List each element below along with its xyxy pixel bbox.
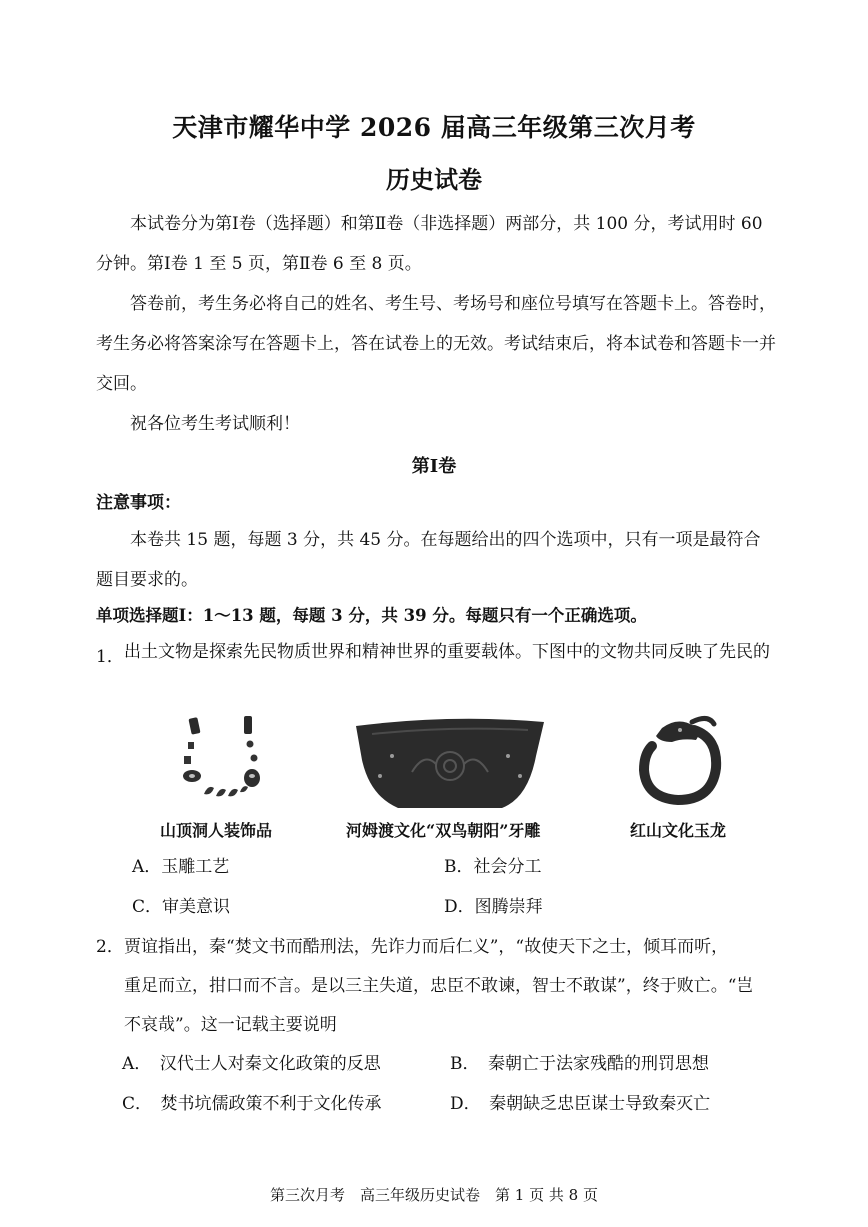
notice-label: 注意事项： — [96, 493, 181, 513]
q1-option-c[interactable]: C．审美意识 — [132, 897, 231, 917]
figure-caption-1: 山顶洞人装饰品 — [160, 821, 273, 840]
exam-title: 天津市耀华中学 2026 届高三年级第三次月考 — [172, 113, 696, 142]
question-2-stem-line-2: 重足而立，拑口而不言。是以三主失道，忠臣不敢谏，智士不敢谋”，终于败亡。“岂 — [124, 976, 754, 996]
shandingdong-ornaments-image — [168, 712, 288, 808]
q2-option-d[interactable]: D． 秦朝缺乏忠臣谋士导致秦灭亡 — [450, 1094, 711, 1114]
section-title: 第Ⅰ卷 — [411, 456, 457, 477]
q2-option-c[interactable]: C． 焚书坑儒政策不利于文化传承 — [122, 1094, 382, 1114]
q2-option-b[interactable]: B． 秦朝亡于法家残酷的刑罚思想 — [450, 1054, 709, 1074]
question-2-number: 2． — [96, 937, 124, 957]
q2-option-a[interactable]: A． 汉代士人对秦文化政策的反思 — [122, 1054, 381, 1074]
q1-option-a[interactable]: A．玉雕工艺 — [132, 857, 230, 877]
question-1-stem: 出土文物是探索先民物质世界和精神世界的重要载体。下图中的文物共同反映了先民的 — [124, 642, 770, 662]
q1-option-d[interactable]: D．图腾崇拜 — [444, 897, 543, 917]
figure-caption-3: 红山文化玉龙 — [630, 821, 727, 840]
intro-paragraph-2: 答卷前，考生务必将自己的姓名、考生号、考场号和座位号填写在答题卡上。答卷时，考生务必将答案涂写在答题卡上，答在试卷上的无效。考试结束后，将本试卷和答题卡一并交回。 — [96, 294, 776, 394]
question-2-stem-line-1: 贾谊指出，秦“焚文书而酷刑法，先诈力而后仁义”，“故使天下之士，倾耳而听， — [124, 937, 729, 957]
exam-subtitle: 历史试卷 — [386, 165, 482, 194]
q1-option-b[interactable]: B．社会分工 — [444, 857, 542, 877]
question-2-stem-line-3: 不哀哉”。这一记载主要说明 — [124, 1015, 337, 1035]
hemudu-ivory-carving-image — [352, 716, 548, 814]
hongshan-jade-dragon-image — [632, 712, 732, 812]
question-1-number: 1． — [96, 647, 124, 667]
page-footer: 第三次月考 高三年级历史试卷 第 1 页 共 8 页 — [270, 1186, 598, 1204]
notice-text: 本卷共 15 题，每题 3 分，共 45 分。在每题给出的四个选项中，只有一项是最符合题目要求的。 — [96, 530, 761, 590]
intro-paragraph-1: 本试卷分为第Ⅰ卷（选择题）和第Ⅱ卷（非选择题）两部分，共 100 分，考试用时 60 分钟。第Ⅰ卷 1 至 5 页，第Ⅱ卷 6 至 8 页。 — [96, 214, 763, 274]
intro-paragraph-3: 祝各位考生考试顺利！ — [130, 414, 300, 434]
figure-caption-2: 河姆渡文化“双鸟朝阳”牙雕 — [346, 821, 541, 840]
part-title: 单项选择题Ⅰ：1～13 题，每题 3 分，共 39 分。每题只有一个正确选项。 — [96, 606, 647, 625]
